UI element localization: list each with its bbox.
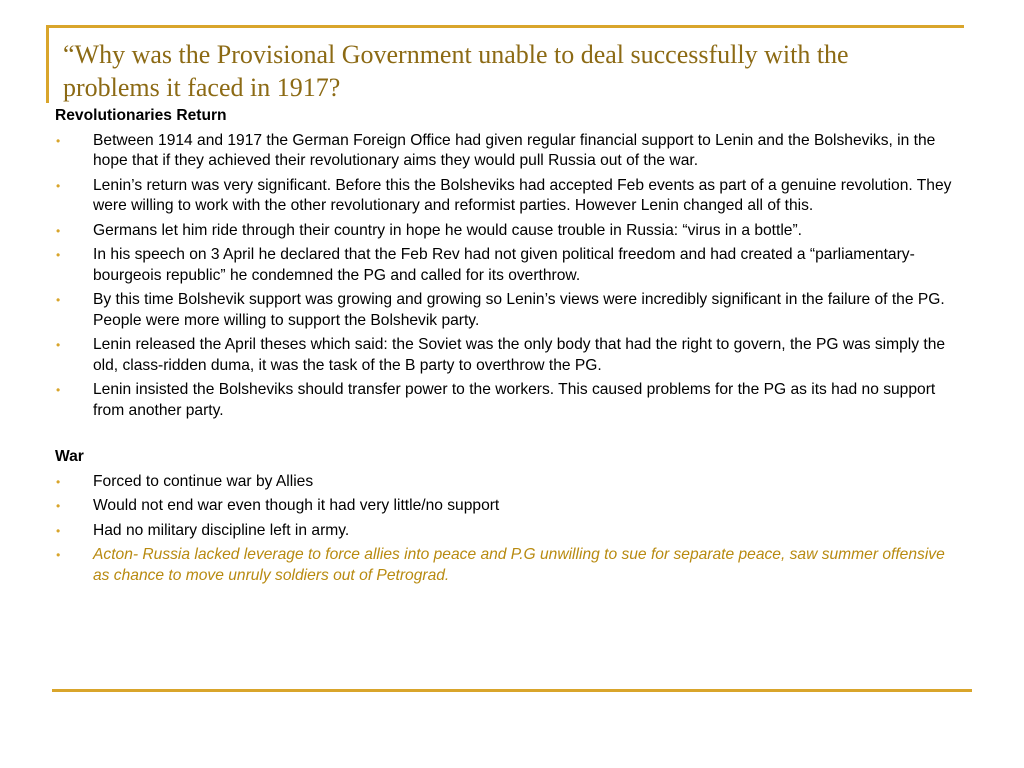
list-item (55, 380, 955, 421)
list-item (55, 472, 955, 493)
slide-body (55, 106, 955, 590)
bullet-list-war (55, 472, 955, 587)
list-item-text: Germans let him ride through their country in hope he would cause trouble in Russia: “virus in a bottle”. (93, 221, 803, 239)
slide-title: “Why was the Provisional Government unable to deal successfully with the problems it faced in 1917? (63, 40, 849, 102)
list-item (55, 521, 955, 542)
section-spacer (55, 425, 955, 447)
section-heading-revolutionaries: Revolutionaries Return (55, 107, 227, 124)
bottom-border-line (52, 689, 972, 692)
list-item-text: Lenin’s return was very significant. Before this the Bolsheviks had accepted Feb events as part of a genuine revolution. They were willing to work with the other revolutionary and reformist parties. However Lenin changed all of this. (93, 176, 952, 214)
list-item (55, 245, 955, 286)
bullet-icon: • (56, 133, 61, 148)
bullet-icon: • (56, 248, 61, 262)
top-border-line (46, 25, 964, 28)
list-item (55, 496, 955, 517)
bullet-icon: • (56, 474, 61, 489)
list-item (55, 290, 955, 331)
list-item-text: Would not end war even though it had very little/no support (93, 497, 500, 514)
historian-quote-item (55, 545, 955, 586)
section-heading-war: War (55, 448, 84, 465)
list-item (55, 221, 955, 242)
list-item (55, 335, 955, 376)
bullet-icon: • (56, 548, 61, 562)
bullet-icon: • (56, 293, 61, 307)
bullet-icon: • (56, 499, 61, 513)
list-item-text: Forced to continue war by Allies (93, 472, 314, 490)
list-item-text: Had no military discipline left in army. (93, 521, 350, 539)
bullet-icon: • (56, 523, 61, 538)
left-border-line (46, 25, 49, 103)
bullet-icon: • (56, 383, 61, 397)
bullet-icon: • (56, 223, 61, 238)
list-item-text: Lenin released the April theses which said: the Soviet was the only body that had the right to govern, the PG was simply the old, class-ridden duma, it was the task of the B party to overthrow the PG. (93, 336, 946, 374)
list-item-text: In his speech on 3 April he declared that the Feb Rev had not given political freedom and had created a “parliamentary-bourgeois republic” he condemned the PG and called for its overthrow. (93, 246, 915, 284)
quote-text: Acton- Russia lacked leverage to force allies into peace and P.G unwilling to sue for separate peace, saw summer offensive as chance to move unruly soldiers out of Petrograd. (93, 546, 945, 584)
list-item (55, 176, 955, 217)
list-item-text: Lenin insisted the Bolsheviks should transfer power to the workers. This caused problems for the PG as its had no support from another party. (93, 381, 936, 419)
list-item-text: Between 1914 and 1917 the German Foreign Office had given regular financial support to Lenin and the Bolsheviks, in the hope that if they achieved their revolutionary aims they would pull Russia out of the war. (93, 131, 936, 169)
bullet-icon: • (56, 338, 61, 352)
bullet-list-revolutionaries (55, 131, 955, 422)
list-item (55, 131, 955, 172)
list-item-text: By this time Bolshevik support was growing and growing so Lenin’s views were incredibly significant in the failure of the PG. People were more willing to support the Bolshevik party. (93, 291, 945, 329)
bullet-icon: • (56, 178, 61, 193)
